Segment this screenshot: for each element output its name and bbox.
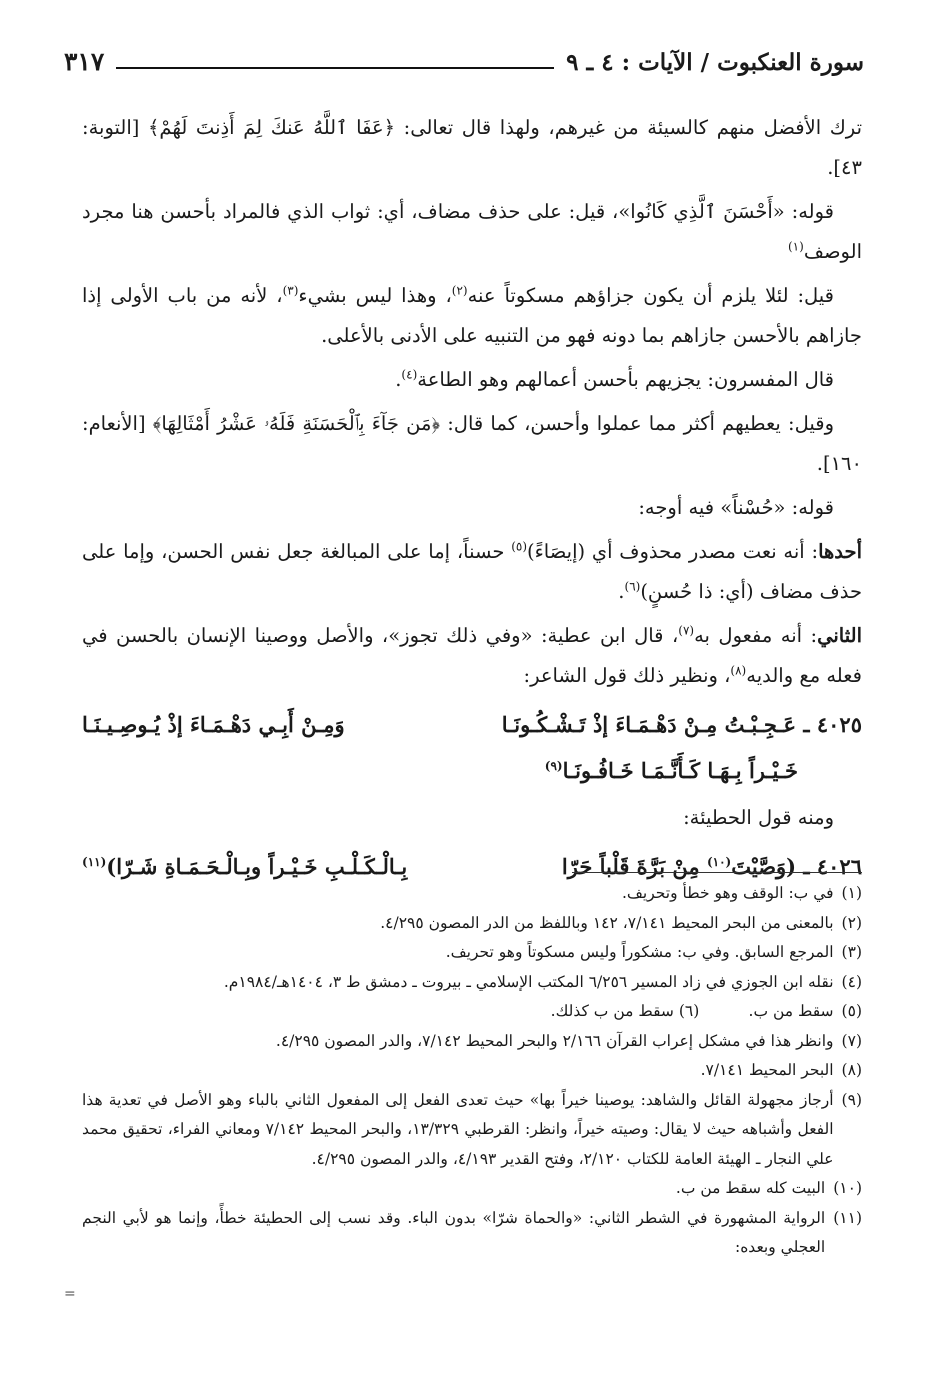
paragraph-text: حسناً، إما على المبالغة جعل نفس الحسن، وإما على حذف مضاف (أي: ذا حُسنٍ) bbox=[82, 540, 862, 603]
footnote-ref[interactable]: (١) bbox=[787, 239, 804, 254]
paragraph-text: ترك الأفضل منهم كالسيئة من غيرهم، ولهذا قال تعالى: ﴿عَفَا ٱللَّهُ عَنكَ لِمَ أَذِنتَ لَهُمْ﴾ [التوبة: ٤٣]. bbox=[82, 116, 862, 179]
paragraph-text: ، قال ابن عطية: «وفي ذلك تجوز»، والأصل ووصينا الإنسان بالحسن في فعله مع والديه bbox=[82, 624, 862, 687]
footnote-text: بالمعنى من البحر المحيط ٧/١٤١، ١٤٢ وباللفظ من الدر المصون ٤/٢٩٥. bbox=[380, 913, 834, 932]
footnote-number: (١٠) bbox=[833, 1179, 862, 1197]
paragraph bbox=[82, 404, 862, 484]
verse-hemistich: مِنْ بَرَّةَ قَلْباً حَرّا bbox=[561, 854, 707, 879]
paragraph bbox=[82, 798, 862, 838]
footnote-text: البحر المحيط ٧/١٤١. bbox=[700, 1061, 834, 1079]
footnote-text: البيت كله سقط من ب. bbox=[675, 1179, 826, 1197]
footnote-separator bbox=[572, 872, 862, 873]
verse-hemistich: ٤٠٢٦ ـ (وَصَّيْتَ bbox=[731, 854, 862, 879]
paragraph-text: : أنه مفعول به bbox=[694, 624, 818, 647]
footnote-ref[interactable]: (٩) bbox=[544, 759, 563, 773]
paragraph-text: وقيل: يعطيهم أكثر مما عملوا وأحسن، كما قال: ﴿مَن جَآءَ بِٱلْحَسَنَةِ فَلَهُۥ عَشْرُ أَمْثَالِهَا﴾ [الأنعام: ١٦٠]. bbox=[82, 412, 862, 475]
footnote-number: (٥) bbox=[841, 1002, 862, 1020]
header-rule bbox=[116, 67, 554, 69]
verse-hemistich: وَمِـنْ أَبِـي دَهْـمَـاءَ إذْ يُـوصِـيـنَـا bbox=[82, 712, 345, 737]
margin-mark: = bbox=[64, 1286, 76, 1302]
footnote-ref[interactable]: (٤) bbox=[401, 367, 418, 382]
paragraph bbox=[82, 532, 862, 612]
verse-hemistich: خَـيْـراً بِـهَـا كَـأَنَّـمَـا خَـافُـونَـا bbox=[562, 758, 798, 783]
main-text bbox=[82, 108, 862, 894]
footnote-number: (٩) bbox=[841, 1090, 862, 1109]
paragraph bbox=[82, 192, 862, 272]
footnotes-section bbox=[82, 872, 862, 1263]
paragraph-text: ، وهذا ليس بشيء bbox=[298, 284, 452, 307]
footnote-number: (١١) bbox=[833, 1208, 862, 1227]
footnote-text: وانظر هذا في مشكل إعراب القرآن ٢/١٦٦ والبحر المحيط ٧/١٤٢، والدر المصون ٤/٢٩٥. bbox=[275, 1031, 834, 1050]
footnote-ref[interactable]: (٥) bbox=[511, 539, 528, 554]
verse-line bbox=[82, 702, 862, 748]
footnote bbox=[82, 1056, 862, 1086]
footnote bbox=[82, 1204, 862, 1263]
paragraph bbox=[82, 616, 862, 696]
poetry-verse bbox=[82, 702, 862, 794]
footnote-text: المرجع السابق. وفي ب: مشكوراً وليس مسكوتاً وهو تحريف. bbox=[445, 943, 834, 961]
point-heading: أحدها bbox=[818, 540, 862, 563]
footnote bbox=[82, 1174, 862, 1204]
paragraph bbox=[82, 488, 862, 528]
paragraph-text: ، لأنه من باب الأولى إذا جازاهم بالأحسن جازاهم بما دونه فهو من التنبيه على الأدنى بالأعلى. bbox=[82, 284, 862, 347]
footnote-text: نقله ابن الجوزي في زاد المسير ٦/٢٥٦ المكتب الإسلامي ـ بيروت ـ دمشق ط ٣، ١٤٠٤هـ/١٩٨٤م. bbox=[223, 972, 834, 991]
paragraph-text: . bbox=[395, 368, 402, 391]
running-header bbox=[64, 36, 864, 76]
footnote-number: (٧) bbox=[841, 1031, 862, 1050]
verse-line bbox=[82, 748, 862, 794]
footnote-number: (٢) bbox=[841, 913, 862, 932]
footnote-text: في ب: الوقف وهو خطأ وتحريف. bbox=[621, 884, 834, 902]
verse-hemistich-group bbox=[545, 748, 798, 794]
footnote-text: أرجاز مجهولة القائل والشاهد: يوصينا خيراً بها» حيث تعدى الفعل إلى المفعول الثاني بالباء وهو الأصل في تعدية هذا الفعل وأشباهه حيث لا يقال: وصيته خيراً، وانظر: القرطبي ١٣/٣٢٩، والبحر المحيط ٧/١٤٢ ومعاني الفراء، تحقيق محمد علي النجار ـ الهيئة العامة للكتاب ٢/١٢٠، وفتح القدير ٤/١٩٣، والدر المصون ٤/٢٩٥. bbox=[82, 1090, 834, 1168]
footnote-ref[interactable]: (٢) bbox=[451, 283, 468, 298]
paragraph-text: قوله: «حُسْناً» فيه أوجه: bbox=[638, 496, 834, 519]
page-number: ٣١٧ bbox=[64, 47, 105, 76]
paragraph-text: قوله: «أَحْسَنَ ٱلَّذِي كَانُوا»، قيل: على حذف مضاف، أي: ثواب الذي فالمراد بأحسن هنا مجرد الوصف bbox=[82, 200, 862, 263]
paragraph-text: . bbox=[618, 580, 625, 603]
footnote-number: (١) bbox=[841, 884, 862, 902]
paragraph bbox=[82, 276, 862, 356]
footnote-number: (٣) bbox=[841, 943, 862, 961]
footnote bbox=[82, 909, 862, 939]
paragraph bbox=[82, 108, 862, 188]
footnote-text: سقط من ب. (٦) سقط من ب كذلك. bbox=[550, 1002, 834, 1020]
footnote bbox=[82, 938, 862, 968]
paragraph-text: ، ونظير ذلك قول الشاعر: bbox=[523, 664, 731, 687]
verse-hemistich: ٤٠٢٥ ـ عَـجِـبْـتُ مِـنْ دَهْـمَـاءَ إذْ تَـشْـكُـونَـا bbox=[501, 712, 862, 737]
paragraph bbox=[82, 360, 862, 400]
footnote-text: الرواية المشهورة في الشطر الثاني: «والحماة شرّا» بدون الباء. وقد نسب إلى الحطيئة خطأً، وإنما هو لأبي النجم العجلي وبعده: bbox=[82, 1208, 826, 1256]
footnote-ref[interactable]: (٧) bbox=[678, 623, 695, 638]
footnote-number: (٤) bbox=[841, 972, 862, 991]
surah-header-title: سورة العنكبوت / الآيات : ٤ ـ ٩ bbox=[566, 49, 864, 76]
footnote bbox=[82, 1027, 862, 1057]
verse-hemistich: بِـالْـكَـلْـبِ خَـيْـراً وبِـالْـحَـمَـاةِ شَـرّا) bbox=[106, 854, 408, 879]
footnote bbox=[82, 1086, 862, 1175]
paragraph-text: ومنه قول الحطيئة: bbox=[683, 806, 834, 829]
footnote-ref[interactable]: (١٠) bbox=[706, 855, 732, 869]
footnote-ref[interactable]: (٦) bbox=[624, 579, 641, 594]
footnote-ref[interactable]: (١١) bbox=[82, 855, 107, 869]
paragraph-text: قيل: لئلا يلزم أن يكون جزاؤهم مسكوتاً عنه bbox=[467, 284, 834, 307]
footnote-ref[interactable]: (٨) bbox=[730, 663, 747, 678]
footnote-number: (٨) bbox=[841, 1061, 862, 1079]
footnote-ref[interactable]: (٣) bbox=[282, 283, 299, 298]
footnote bbox=[82, 879, 862, 909]
point-heading: الثاني bbox=[817, 624, 862, 647]
paragraph-text: : أنه نعت مصدر محذوف أي (إيصَاءً) bbox=[527, 540, 819, 563]
footnote bbox=[82, 997, 862, 1027]
footnote bbox=[82, 968, 862, 998]
paragraph-text: قال المفسرون: يجزيهم بأحسن أعمالهم وهو الطاعة bbox=[417, 368, 834, 391]
